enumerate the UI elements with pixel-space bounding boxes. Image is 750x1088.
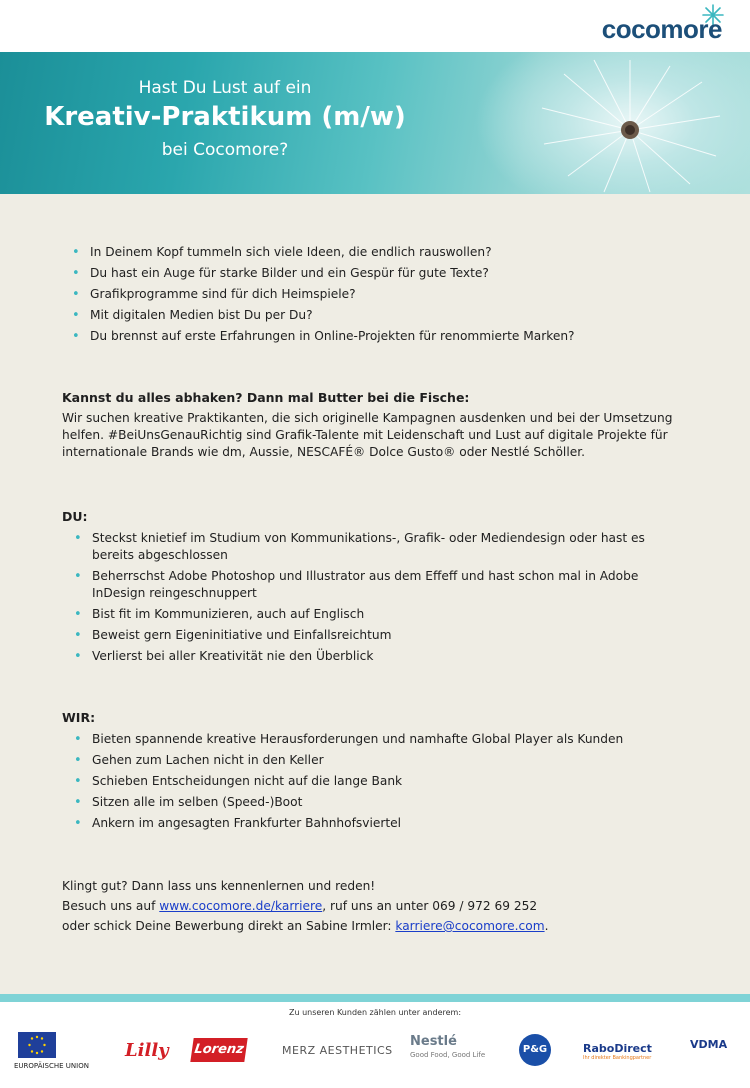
bullet-icon: • (74, 569, 82, 584)
footer-divider (0, 994, 750, 1002)
closing-block (62, 876, 702, 936)
dandelion-image (520, 52, 750, 194)
closing-line-2: Besuch uns auf www.cocomore.de/karriere, ruf uns an unter 069 / 972 69 252 (62, 899, 538, 913)
list-item: • Du hast ein Auge für starke Bilder und ein Gespür für gute Texte? (72, 266, 489, 281)
banner-line-1: Hast Du Lust auf ein (138, 78, 312, 98)
bullet-icon: • (74, 607, 82, 622)
banner-title: Kreativ-Praktikum (m/w) (44, 102, 406, 132)
list-item: • Sitzen alle im selben (Speed-)Boot (74, 795, 303, 810)
lilly-logo: Lilly (125, 1040, 169, 1061)
list-item: • Schieben Entscheidungen nicht auf die lange Bank (74, 774, 403, 789)
bullet-icon: • (72, 329, 80, 344)
list-item: • Gehen zum Lachen nicht in den Keller (74, 753, 324, 768)
vdma-logo: VDMA (690, 1038, 728, 1051)
careers-link[interactable]: www.cocomore.de/karriere (159, 899, 323, 913)
closing-line-3: oder schick Deine Bewerbung direkt an Sabine Irmler: karriere@cocomore.com. (62, 919, 549, 933)
du-list (72, 530, 682, 669)
list-item: • Beherrschst Adobe Photoshop und Illustrator aus dem Effeff und hast schon mal in Adobe InDesign reingeschnuppert (74, 569, 639, 600)
bullet-icon: • (74, 732, 82, 747)
list-item: • Bieten spannende kreative Herausforderungen und namhafte Global Player als Kunden (74, 732, 624, 747)
top-bar (0, 0, 750, 52)
du-heading: DU: (62, 509, 88, 524)
bullet-icon: • (74, 753, 82, 768)
list-item: • Beweist gern Eigeninitiative und Einfallsreichtum (74, 628, 392, 643)
check-heading: Kannst du alles abhaken? Dann mal Butter bei die Fische: (62, 390, 470, 405)
eu-label: EUROPÄISCHE UNION (14, 1062, 89, 1070)
bullet-icon: • (74, 531, 82, 546)
email-link[interactable]: karriere@cocomore.com (395, 919, 545, 933)
pg-logo: P&G (519, 1034, 551, 1066)
client-logos-footer (0, 1002, 750, 1088)
bullet-icon: • (72, 287, 80, 302)
list-item: • Mit digitalen Medien bist Du per Du? (72, 308, 313, 323)
list-item: • Ankern im angesagten Frankfurter Bahnhofsviertel (74, 816, 402, 831)
merz-logo: MERZ AESTHETICS (282, 1044, 393, 1057)
bullet-icon: • (74, 628, 82, 643)
list-item: • Grafikprogramme sind für dich Heimspiele? (72, 287, 356, 302)
intro-list (70, 244, 690, 349)
check-text: Wir suchen kreative Praktikanten, die sich originelle Kampagnen ausdenken und bei der Umsetzung helfen. #BeiUnsGenauRichtig sind Grafik-Talente mit Leidenschaft und Lust auf digitale Projekte für internationale Brands wie dm, Aussie, NESCAFÉ® Dolce Gusto® oder Nestlé Schöller. (62, 411, 673, 459)
eu-flag-icon (18, 1032, 56, 1058)
main-content (0, 194, 750, 994)
bullet-icon: • (74, 774, 82, 789)
footer-caption: Zu unseren Kunden zählen unter anderem: (288, 1008, 462, 1017)
bullet-icon: • (74, 816, 82, 831)
bullet-icon: • (72, 308, 80, 323)
list-item: • Steckst knietief im Studium von Kommunikations-, Grafik- oder Mediendesign oder hast es bereits abgeschlossen (74, 531, 645, 562)
list-item: • Verlierst bei aller Kreativität nie den Überblick (74, 649, 374, 664)
nestle-logo: Nestlé Good Food, Good Life (410, 1034, 486, 1059)
bullet-icon: • (74, 649, 82, 664)
rabodirect-logo: RaboDirect Ihr direkter Bankingpartner (583, 1042, 652, 1061)
wir-heading: WIR: (62, 710, 96, 725)
hero-banner (0, 52, 750, 194)
list-item: • Du brennst auf erste Erfahrungen in Online-Projekten für renommierte Marken? (72, 329, 575, 344)
banner-line-3: bei Cocomore? (161, 140, 289, 160)
list-item: • Bist fit im Kommunizieren, auch auf Englisch (74, 607, 365, 622)
closing-line-1: Klingt gut? Dann lass uns kennenlernen und reden! (62, 879, 376, 893)
wir-list (72, 731, 682, 836)
bullet-icon: • (72, 245, 80, 260)
lorenz-logo: Lorenz (190, 1038, 247, 1062)
cocomore-logo[interactable]: cocomore (601, 14, 722, 44)
list-item: • In Deinem Kopf tummeln sich viele Ideen, die endlich rauswollen? (72, 245, 492, 260)
bullet-icon: • (72, 266, 80, 281)
bullet-icon: • (74, 795, 82, 810)
